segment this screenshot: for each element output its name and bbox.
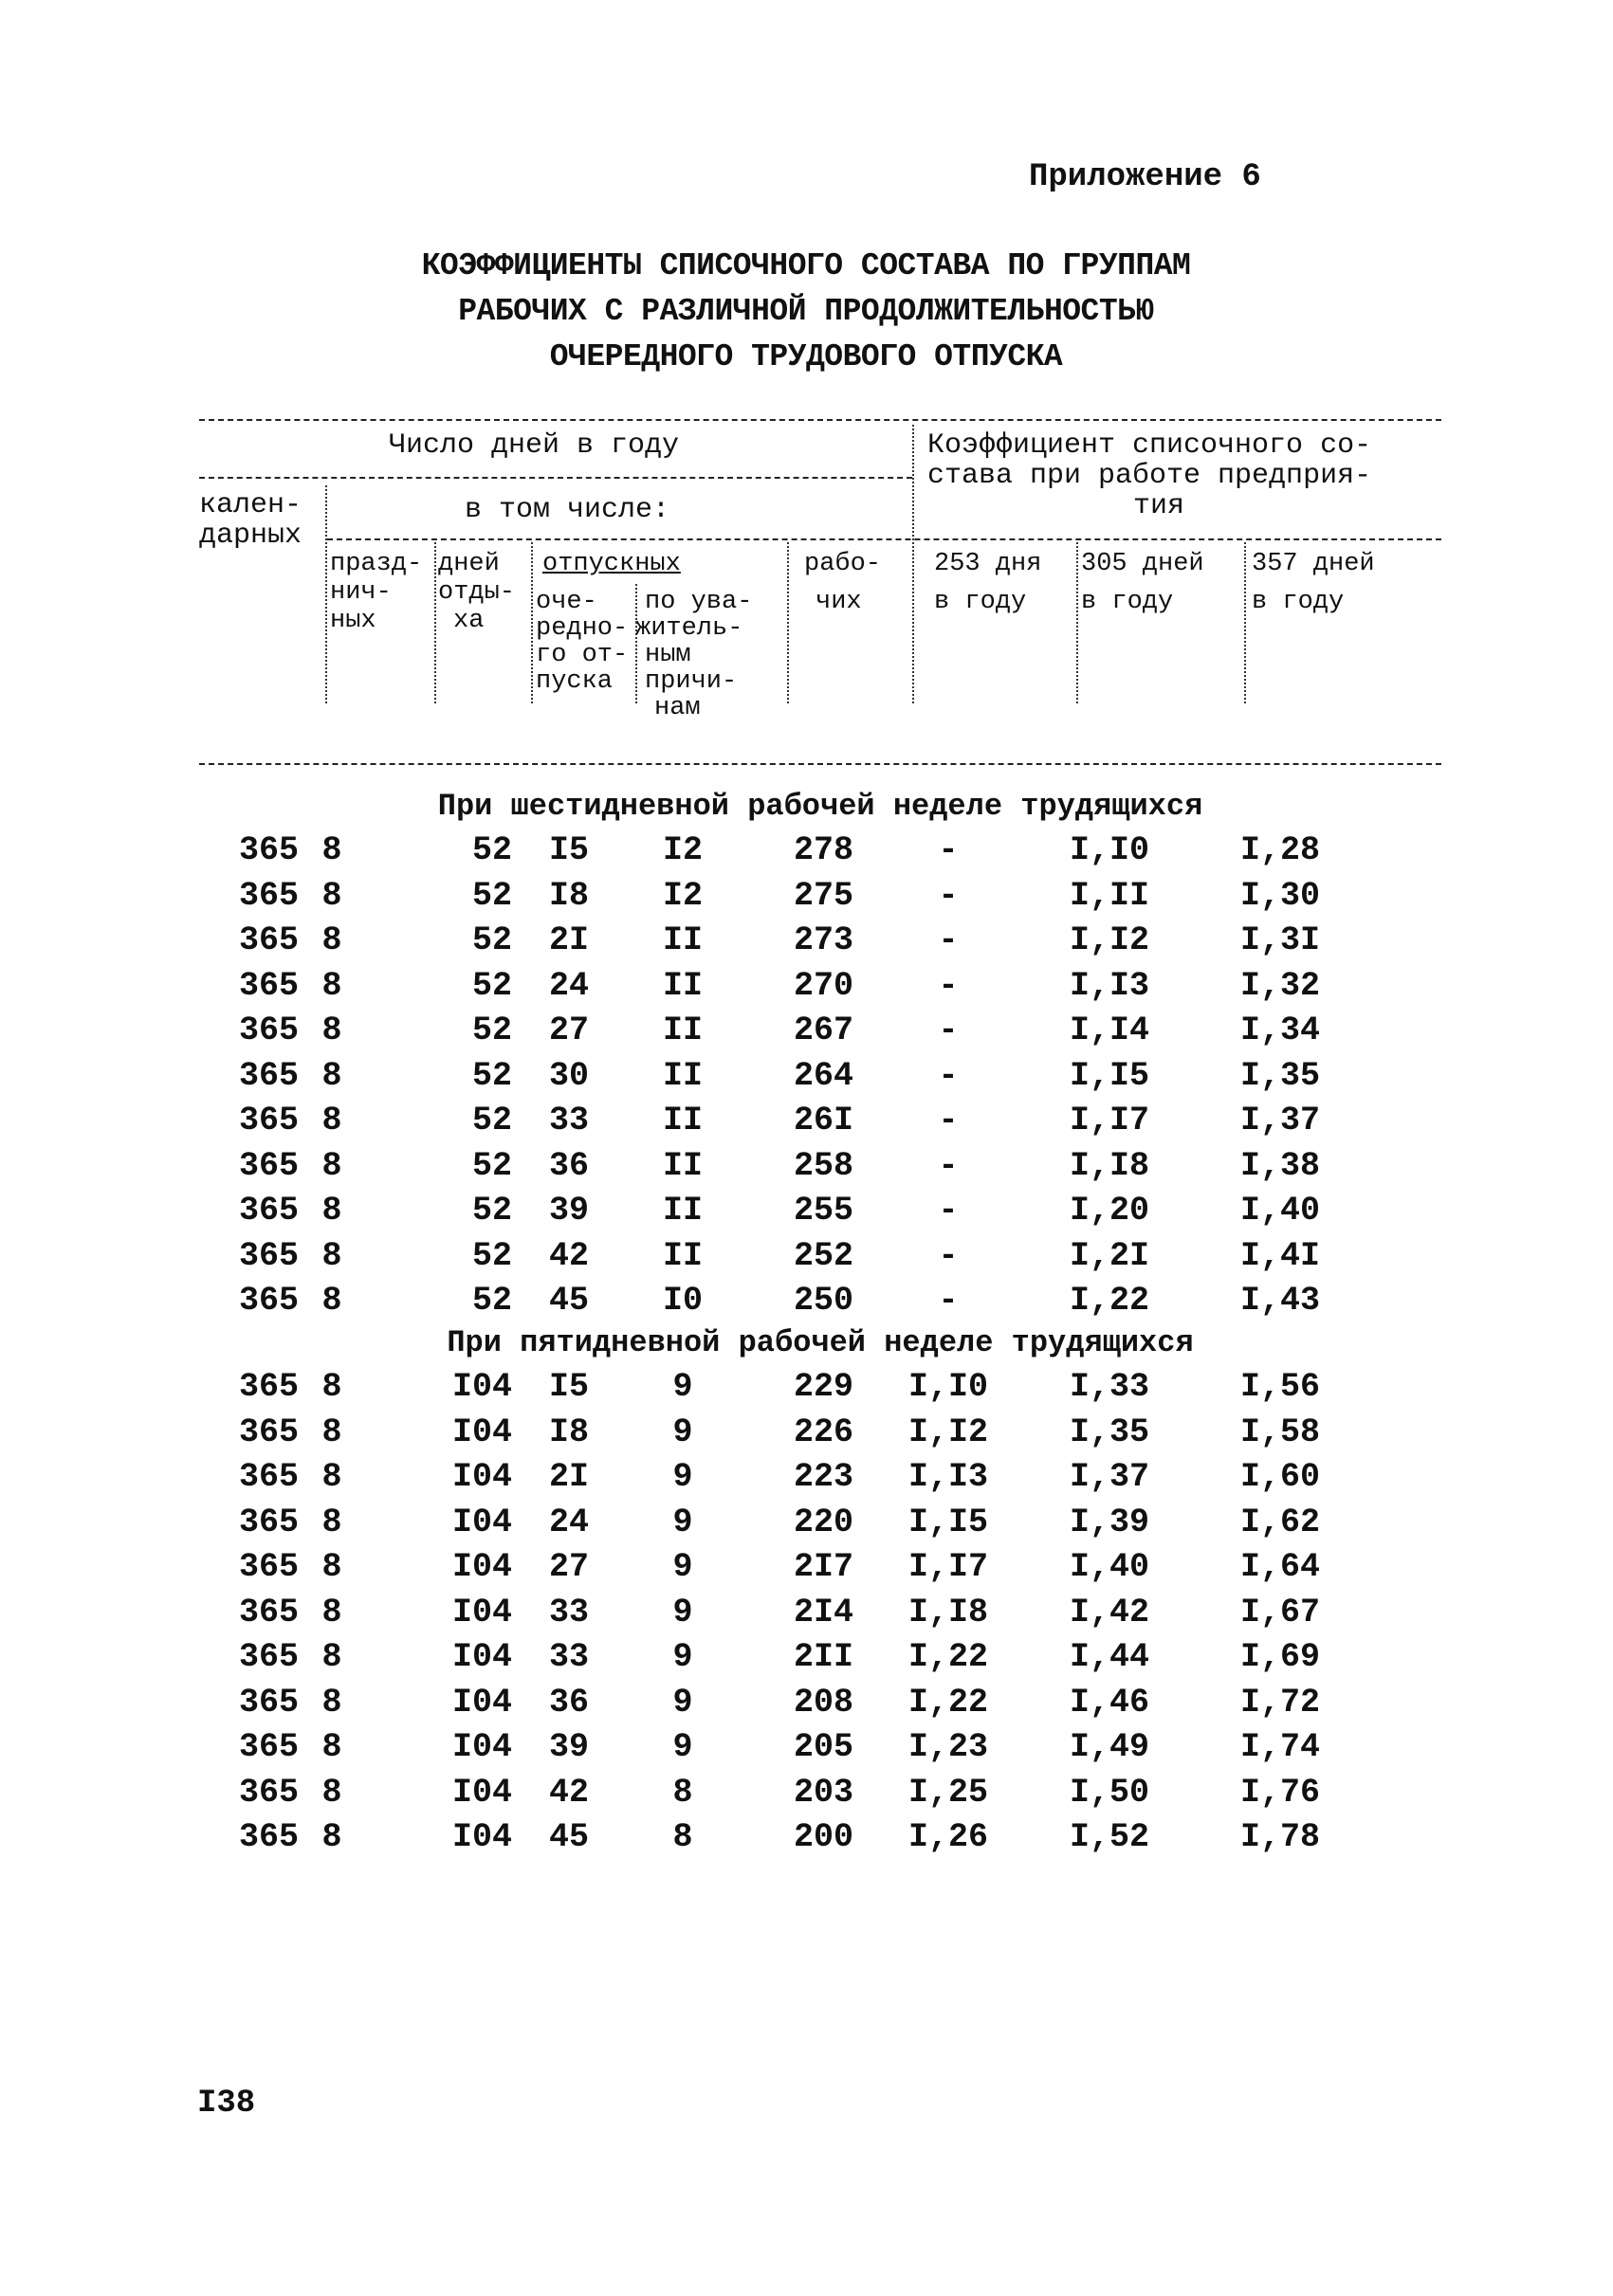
- c357-heading-1: 357 дней: [1252, 550, 1375, 578]
- table-cell: -: [938, 1192, 959, 1230]
- table-cell: 365: [238, 1638, 299, 1676]
- table-cell: 365: [238, 1818, 299, 1856]
- table-cell: 9: [672, 1638, 693, 1676]
- table-cell: 203: [793, 1773, 853, 1812]
- table-cell: I,50: [1069, 1773, 1149, 1812]
- table-cell: -: [938, 966, 959, 1005]
- c357-heading-2: в году: [1252, 588, 1345, 616]
- table-cell: I,34: [1239, 1011, 1320, 1049]
- table-cell: -: [938, 1011, 959, 1049]
- table-cell: I04: [451, 1728, 512, 1766]
- table-cell: 52: [471, 1192, 512, 1230]
- table-row: [0, 1057, 1613, 1095]
- regular-heading-4: пуска: [536, 667, 614, 696]
- table-cell: I0: [662, 1282, 703, 1320]
- table-cell: 2I7: [793, 1548, 853, 1586]
- separator: [325, 485, 327, 703]
- table-cell: I04: [451, 1773, 512, 1812]
- c253-heading-2: в году: [934, 588, 1027, 616]
- table-cell: I,33: [1069, 1368, 1149, 1406]
- table-cell: 8: [321, 1146, 342, 1185]
- section-title-six-day: При шестидневной рабочей неделе трудящихся: [437, 789, 1203, 824]
- table-cell: -: [938, 1102, 959, 1139]
- table-cell: 8: [321, 1282, 342, 1320]
- table-cell: 8: [321, 876, 342, 915]
- table-cell: I,58: [1239, 1412, 1320, 1451]
- table-cell: I,26: [907, 1818, 988, 1856]
- table-cell: 365: [238, 1728, 299, 1766]
- table-cell: 365: [238, 966, 299, 1005]
- table-cell: I,I8: [1069, 1146, 1149, 1185]
- table-cell: -: [938, 1282, 959, 1320]
- separator: [912, 425, 914, 703]
- table-cell: I04: [451, 1368, 512, 1406]
- table-cell: 33: [548, 1102, 589, 1139]
- table-cell: I,37: [1239, 1102, 1320, 1139]
- table-cell: 258: [793, 1146, 853, 1185]
- table-cell: I,25: [907, 1773, 988, 1812]
- table-cell: II: [662, 1056, 703, 1095]
- table-cell: 52: [471, 966, 512, 1005]
- table-cell: I,22: [907, 1683, 988, 1722]
- table-cell: 2I: [548, 921, 589, 959]
- working-heading-2: чих: [816, 588, 862, 616]
- table-cell: -: [938, 1146, 959, 1185]
- table-cell: I,43: [1239, 1282, 1320, 1320]
- table-row: [0, 1774, 1613, 1812]
- table-cell: I,I3: [907, 1458, 988, 1496]
- table-cell: 9: [672, 1368, 693, 1406]
- table-cell: 9: [672, 1593, 693, 1631]
- title-line-1: КОЭФФИЦИЕНТЫ СПИСОЧНОГО СОСТАВА ПО ГРУППАМ: [421, 248, 1191, 283]
- table-cell: 45: [548, 1818, 589, 1856]
- table-cell: I2: [662, 876, 703, 915]
- table-cell: 52: [471, 1011, 512, 1049]
- table-row: [0, 1503, 1613, 1541]
- rest-heading-2: отды-: [438, 578, 516, 607]
- table-cell: I,44: [1069, 1638, 1149, 1676]
- table-cell: I,67: [1239, 1593, 1320, 1631]
- table-cell: 365: [238, 1368, 299, 1406]
- coef-group-line-2: става при работе предприя-: [927, 460, 1372, 492]
- page-number: I38: [197, 2086, 256, 2122]
- table-cell: I,78: [1239, 1818, 1320, 1856]
- table-cell: I,I2: [1069, 921, 1149, 959]
- table-cell: 45: [548, 1282, 589, 1320]
- table-cell: 27: [548, 1548, 589, 1586]
- table-cell: -: [938, 921, 959, 959]
- calendar-heading-2: дарных: [199, 519, 302, 552]
- table-cell: 52: [471, 921, 512, 959]
- table-cell: I,I5: [1069, 1056, 1149, 1095]
- table-cell: 2II: [793, 1638, 853, 1676]
- table-row: [0, 1548, 1613, 1586]
- table-row: [0, 1282, 1613, 1320]
- table-cell: 36: [548, 1146, 589, 1185]
- table-cell: 8: [321, 1056, 342, 1095]
- table-cell: 9: [672, 1728, 693, 1766]
- table-cell: 365: [238, 1773, 299, 1812]
- table-cell: -: [938, 876, 959, 915]
- table-cell: 8: [321, 1102, 342, 1139]
- table-cell: 365: [238, 876, 299, 915]
- table-cell: I,37: [1069, 1458, 1149, 1496]
- table-cell: 8: [321, 1236, 342, 1275]
- table-cell: 8: [321, 1683, 342, 1722]
- coef-group-line-3: тия: [1133, 490, 1185, 522]
- table-cell: 8: [321, 966, 342, 1005]
- table-cell: II: [662, 1192, 703, 1230]
- table-cell: 52: [471, 876, 512, 915]
- table-cell: I,38: [1239, 1146, 1320, 1185]
- table-cell: I,64: [1239, 1548, 1320, 1586]
- header-bottom-rule: [199, 763, 1441, 765]
- table-cell: II: [662, 966, 703, 1005]
- separator: [1244, 542, 1246, 703]
- table-cell: 8: [321, 1548, 342, 1586]
- rest-heading-1: дней: [438, 550, 500, 578]
- table-cell: 365: [238, 1412, 299, 1451]
- c305-heading-2: в году: [1081, 588, 1174, 616]
- table-cell: 8: [321, 921, 342, 959]
- table-cell: 33: [548, 1638, 589, 1676]
- table-row: [0, 1368, 1613, 1406]
- table-cell: I,42: [1069, 1593, 1149, 1631]
- days-group-heading: Число дней в году: [389, 429, 680, 462]
- table-cell: I,39: [1069, 1503, 1149, 1541]
- table-cell: 205: [793, 1728, 853, 1766]
- table-cell: 365: [238, 1683, 299, 1722]
- table-cell: 208: [793, 1683, 853, 1722]
- table-cell: I,62: [1239, 1503, 1320, 1541]
- table-cell: 26I: [793, 1102, 853, 1139]
- table-cell: I,I4: [1069, 1011, 1149, 1049]
- table-cell: 8: [321, 1728, 342, 1766]
- table-cell: -: [938, 831, 959, 869]
- table-cell: I04: [451, 1548, 512, 1586]
- table-cell: I,I0: [1069, 831, 1149, 869]
- valid-reasons-heading-2: житель-: [635, 614, 743, 643]
- table-cell: 52: [471, 831, 512, 869]
- subheader-rule: [327, 538, 1441, 540]
- table-cell: 9: [672, 1503, 693, 1541]
- table-cell: 365: [238, 1192, 299, 1230]
- table-cell: 24: [548, 1503, 589, 1541]
- table-cell: 42: [548, 1236, 589, 1275]
- valid-reasons-heading-5: нам: [654, 694, 701, 722]
- table-cell: I,I7: [1069, 1102, 1149, 1139]
- table-cell: I8: [548, 1412, 589, 1451]
- table-cell: 365: [238, 1011, 299, 1049]
- table-cell: I,3I: [1239, 921, 1320, 959]
- table-cell: I,2I: [1069, 1236, 1149, 1275]
- table-cell: 42: [548, 1773, 589, 1812]
- table-cell: I,52: [1069, 1818, 1149, 1856]
- table-cell: 252: [793, 1236, 853, 1275]
- table-cell: 223: [793, 1458, 853, 1496]
- table-cell: 8: [321, 831, 342, 869]
- separator: [787, 542, 789, 703]
- table-cell: I,74: [1239, 1728, 1320, 1766]
- regular-heading-3: го от-: [536, 641, 629, 669]
- c305-heading-1: 305 дней: [1081, 550, 1204, 578]
- table-cell: I2: [662, 831, 703, 869]
- table-cell: I,I7: [907, 1548, 988, 1586]
- table-cell: I,22: [907, 1638, 988, 1676]
- title-line-3: ОЧЕРЕДНОГО ТРУДОВОГО ОТПУСКА: [549, 339, 1063, 374]
- table-cell: I5: [548, 831, 589, 869]
- table-cell: I,40: [1069, 1548, 1149, 1586]
- table-cell: 365: [238, 921, 299, 959]
- table-cell: 39: [548, 1192, 589, 1230]
- table-cell: I,I0: [907, 1368, 988, 1406]
- table-cell: 52: [471, 1102, 512, 1139]
- table-cell: 8: [321, 1412, 342, 1451]
- working-heading-1: рабо-: [804, 550, 882, 578]
- table-row: [0, 967, 1613, 1005]
- table-cell: 8: [321, 1593, 342, 1631]
- table-cell: I,30: [1239, 876, 1320, 915]
- coef-group-line-1: Коэффициент списочного со-: [927, 429, 1372, 462]
- title-line-2: РАБОЧИХ С РАЗЛИЧНОЙ ПРОДОЛЖИТЕЛЬНОСТЬЮ: [458, 294, 1154, 329]
- table-cell: I,I3: [1069, 966, 1149, 1005]
- table-cell: II: [662, 1102, 703, 1139]
- table-cell: I04: [451, 1503, 512, 1541]
- table-cell: 39: [548, 1728, 589, 1766]
- table-cell: I,35: [1239, 1056, 1320, 1095]
- table-cell: I,20: [1069, 1192, 1149, 1230]
- table-cell: I5: [548, 1368, 589, 1406]
- table-cell: 52: [471, 1146, 512, 1185]
- table-cell: I,28: [1239, 831, 1320, 869]
- table-cell: 9: [672, 1548, 693, 1586]
- table-cell: I04: [451, 1593, 512, 1631]
- separator: [1076, 542, 1078, 703]
- table-cell: I04: [451, 1683, 512, 1722]
- table-row: [0, 1011, 1613, 1049]
- table-cell: 36: [548, 1683, 589, 1722]
- table-cell: 264: [793, 1056, 853, 1095]
- regular-heading-1: оче-: [536, 588, 597, 616]
- table-cell: 9: [672, 1458, 693, 1496]
- table-cell: -: [938, 1056, 959, 1095]
- table-row: [0, 831, 1613, 869]
- table-cell: 229: [793, 1368, 853, 1406]
- table-cell: 8: [321, 1773, 342, 1812]
- section-title-five-day: При пятидневной рабочей неделе трудящихся: [447, 1325, 1194, 1360]
- table-cell: I04: [451, 1458, 512, 1496]
- table-cell: I,56: [1239, 1368, 1320, 1406]
- days-group-rule: [199, 477, 912, 479]
- table-cell: 8: [672, 1773, 693, 1812]
- valid-reasons-heading-4: причи-: [645, 667, 738, 696]
- table-cell: 255: [793, 1192, 853, 1230]
- separator: [531, 542, 533, 703]
- table-cell: 30: [548, 1056, 589, 1095]
- table-row: [0, 1638, 1613, 1676]
- table-row: [0, 921, 1613, 959]
- table-cell: 200: [793, 1818, 853, 1856]
- table-cell: 52: [471, 1056, 512, 1095]
- table-cell: 2I4: [793, 1593, 853, 1631]
- table-cell: 8: [672, 1818, 693, 1856]
- table-row: [0, 1237, 1613, 1275]
- table-cell: I,22: [1069, 1282, 1149, 1320]
- rest-heading-3: ха: [453, 607, 485, 635]
- holiday-heading-1: празд-: [330, 550, 423, 578]
- table-cell: 9: [672, 1412, 693, 1451]
- table-row: [0, 1728, 1613, 1766]
- table-cell: I,72: [1239, 1683, 1320, 1722]
- table-cell: 8: [321, 1503, 342, 1541]
- table-cell: 278: [793, 831, 853, 869]
- table-row: [0, 1594, 1613, 1631]
- table-cell: II: [662, 1236, 703, 1275]
- table-cell: 365: [238, 831, 299, 869]
- table-cell: 24: [548, 966, 589, 1005]
- separator: [635, 584, 637, 703]
- table-row: [0, 1458, 1613, 1496]
- table-cell: 226: [793, 1412, 853, 1451]
- table-cell: 8: [321, 1011, 342, 1049]
- table-cell: 8: [321, 1638, 342, 1676]
- table-cell: 365: [238, 1236, 299, 1275]
- table-row: [0, 1413, 1613, 1451]
- table-cell: I,46: [1069, 1683, 1149, 1722]
- table-cell: 365: [238, 1503, 299, 1541]
- table-cell: 9: [672, 1683, 693, 1722]
- table-cell: I,49: [1069, 1728, 1149, 1766]
- table-cell: 365: [238, 1102, 299, 1139]
- table-cell: II: [662, 1146, 703, 1185]
- regular-heading-2: редно-: [536, 614, 629, 643]
- table-cell: 8: [321, 1192, 342, 1230]
- table-cell: I,69: [1239, 1638, 1320, 1676]
- table-cell: I,76: [1239, 1773, 1320, 1812]
- table-cell: I,23: [907, 1728, 988, 1766]
- table-cell: 220: [793, 1503, 853, 1541]
- header-top-rule: [199, 419, 1441, 421]
- table-row: [0, 877, 1613, 915]
- table-cell: 52: [471, 1236, 512, 1275]
- table-cell: 365: [238, 1146, 299, 1185]
- table-cell: 52: [471, 1282, 512, 1320]
- table-cell: 33: [548, 1593, 589, 1631]
- table-cell: -: [938, 1236, 959, 1275]
- table-cell: 267: [793, 1011, 853, 1049]
- table-cell: I,60: [1239, 1458, 1320, 1496]
- table-cell: 8: [321, 1818, 342, 1856]
- table-cell: I04: [451, 1818, 512, 1856]
- table-cell: I04: [451, 1638, 512, 1676]
- table-cell: I,I2: [907, 1412, 988, 1451]
- calendar-heading-1: кален-: [199, 489, 302, 521]
- table-cell: 8: [321, 1458, 342, 1496]
- including-heading: в том числе:: [465, 494, 670, 526]
- table-cell: 27: [548, 1011, 589, 1049]
- table-cell: I,I8: [907, 1593, 988, 1631]
- valid-reasons-heading-3: ным: [645, 641, 691, 669]
- table-row: [0, 1192, 1613, 1230]
- table-row: [0, 1102, 1613, 1139]
- table-cell: II: [662, 921, 703, 959]
- table-cell: I,II: [1069, 876, 1149, 915]
- valid-reasons-heading-1: по ува-: [645, 588, 753, 616]
- table-cell: I8: [548, 876, 589, 915]
- table-cell: 275: [793, 876, 853, 915]
- table-row: [0, 1147, 1613, 1185]
- table-row: [0, 1684, 1613, 1722]
- vacation-group-heading: отпускных: [542, 550, 681, 578]
- table-cell: I,32: [1239, 966, 1320, 1005]
- table-cell: I,4I: [1239, 1236, 1320, 1275]
- c253-heading-1: 253 дня: [934, 550, 1042, 578]
- table-cell: 2I: [548, 1458, 589, 1496]
- table-cell: I,35: [1069, 1412, 1149, 1451]
- holiday-heading-2: нич-: [330, 578, 392, 607]
- table-cell: 270: [793, 966, 853, 1005]
- table-cell: 250: [793, 1282, 853, 1320]
- table-cell: 8: [321, 1368, 342, 1406]
- table-cell: I,40: [1239, 1192, 1320, 1230]
- table-cell: 365: [238, 1056, 299, 1095]
- appendix-label: Приложение 6: [1029, 159, 1261, 195]
- holiday-heading-3: ных: [330, 607, 376, 635]
- table-cell: I04: [451, 1412, 512, 1451]
- table-cell: 365: [238, 1282, 299, 1320]
- table-row: [0, 1818, 1613, 1856]
- table-cell: 365: [238, 1458, 299, 1496]
- table-cell: 365: [238, 1593, 299, 1631]
- table-cell: I,I5: [907, 1503, 988, 1541]
- table-cell: 365: [238, 1548, 299, 1586]
- separator: [434, 542, 436, 703]
- table-cell: 273: [793, 921, 853, 959]
- table-cell: II: [662, 1011, 703, 1049]
